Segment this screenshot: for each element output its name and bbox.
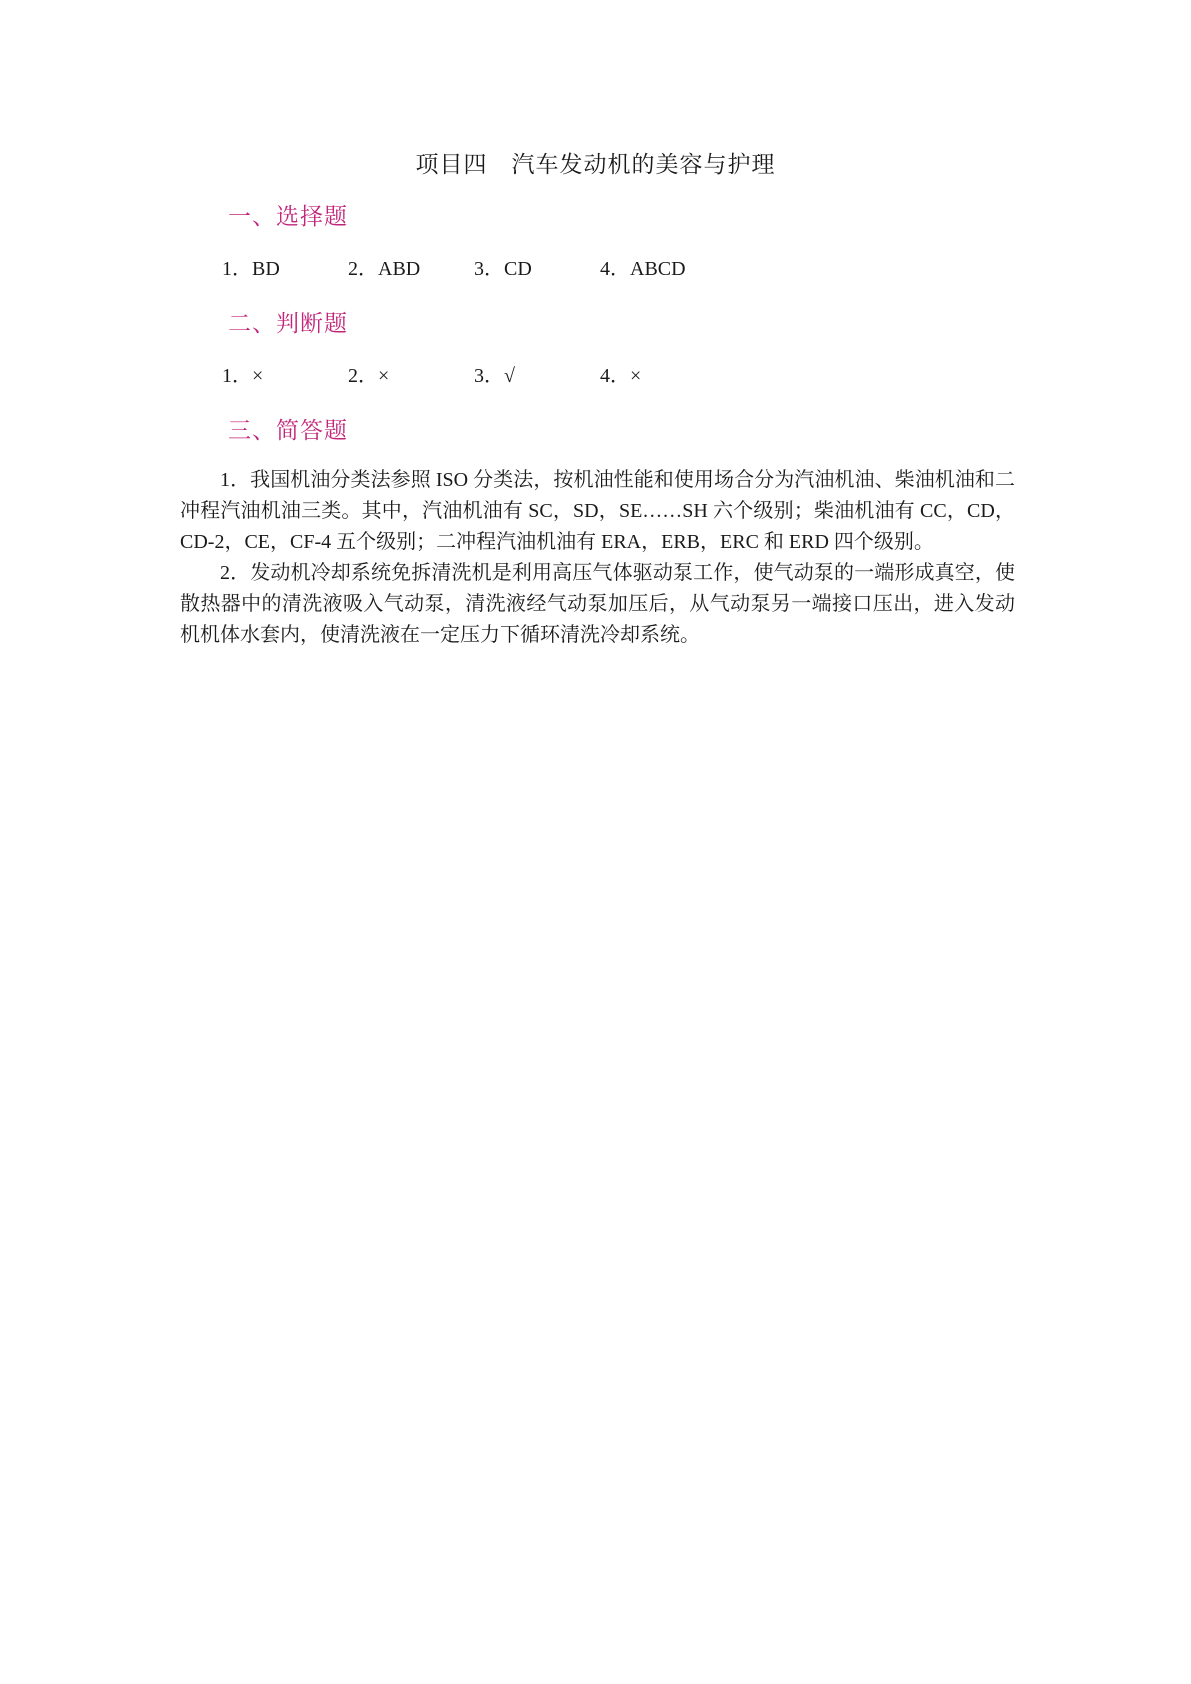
short-answer-paragraph-2: 2．发动机冷却系统免拆清洗机是利用高压气体驱动泵工作，使气动泵的一端形成真空，使散热器中的清洗液吸入气动泵，清洗液经气动泵加压后，从气动泵另一端接口压出，进入发动机机体水套内，使清洗液在一定压力下循环清洗冷却系统。: [180, 562, 1015, 646]
judgment-answer-1: 1．×: [222, 365, 264, 387]
judgment-answer-2: 2．×: [348, 365, 390, 387]
choice-answer-1: 1．BD: [222, 258, 280, 280]
judgment-answer-4: 4．×: [600, 365, 642, 387]
section-heading-judgment: 二、判断题: [228, 311, 348, 337]
section-heading-short-answer: 三、简答题: [228, 418, 348, 444]
judgment-answer-3: 3．√: [474, 365, 515, 387]
section-heading-choice: 一、选择题: [228, 204, 348, 230]
choice-answer-4: 4．ABCD: [600, 258, 686, 280]
choice-answer-3: 3．CD: [474, 258, 532, 280]
short-answer-paragraph-1: 1．我国机油分类法参照 ISO 分类法，按机油性能和使用场合分为汽油机油、柴油机油和二冲程汽油机油三类。其中，汽油机油有 SC，SD，SE……SH 六个级别；柴油机油有 CC，CD，CD-2，CE，CF-4 五个级别；二冲程汽油机油有 ERA，ERB，ERC 和 ERD 四个级别。: [180, 469, 1015, 553]
page-title: 项目四 汽车发动机的美容与护理: [415, 152, 776, 178]
choice-answer-2: 2．ABD: [348, 258, 421, 280]
